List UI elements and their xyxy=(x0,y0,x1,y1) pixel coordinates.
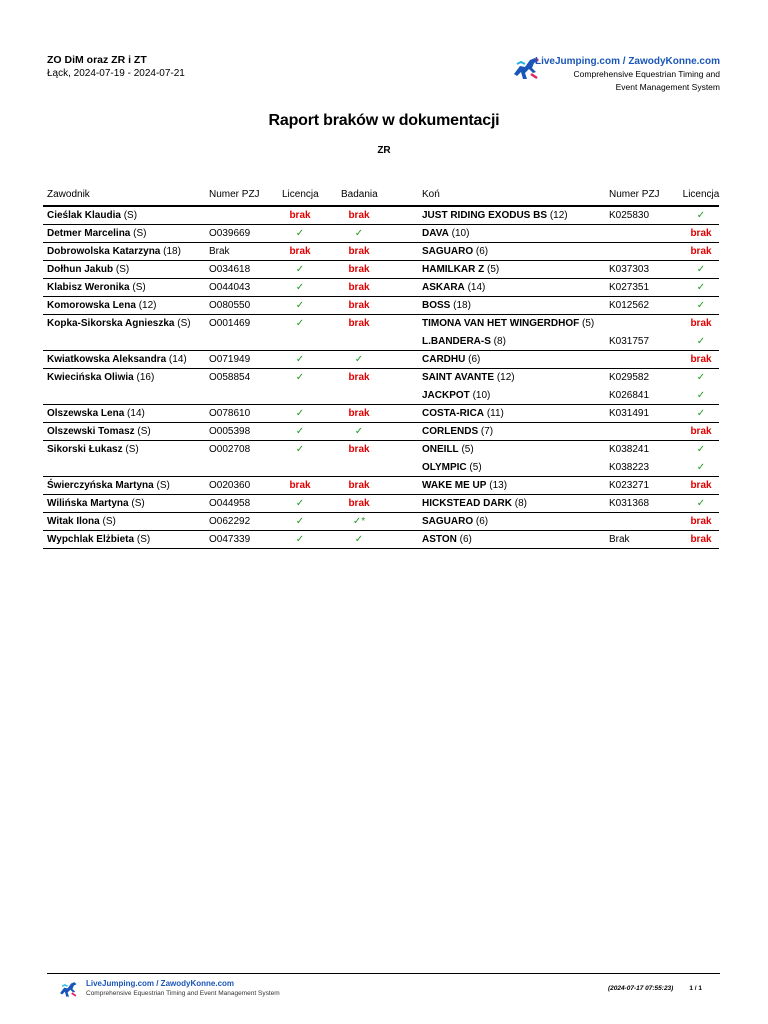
rider-pzj: O001469 xyxy=(209,318,251,329)
rider-category: (S) xyxy=(115,264,130,275)
horse-licence-status: ✓ xyxy=(696,300,706,311)
rider-pzj: O044043 xyxy=(209,282,251,293)
horse-cell xyxy=(422,462,482,473)
horse-cell xyxy=(422,444,474,455)
rider-licence-status: brak xyxy=(289,246,311,257)
horse-pzj: K031757 xyxy=(609,336,650,347)
rider-pzj: O044958 xyxy=(209,498,251,509)
rider-licence-status: ✓ xyxy=(295,444,305,455)
table-row xyxy=(43,531,719,549)
horse-pzj: K027351 xyxy=(609,282,650,293)
horse-age: (6) xyxy=(475,246,489,257)
table-header xyxy=(43,185,719,207)
footer-page-info xyxy=(608,985,702,992)
rider-cell xyxy=(47,408,145,419)
exams-status: brak xyxy=(348,444,370,455)
horse-pzj: K031491 xyxy=(609,408,650,419)
horse-cell xyxy=(422,210,568,221)
horse-age: (5) xyxy=(461,444,474,455)
horse-licence-status: ✓ xyxy=(696,390,706,401)
horse-pzj: K038223 xyxy=(609,462,650,473)
horse-cell xyxy=(422,426,493,437)
horse-pzj: K029582 xyxy=(609,372,650,383)
table-row xyxy=(43,333,719,351)
horse-cell xyxy=(422,336,506,347)
deficiency-table xyxy=(43,185,719,549)
footer-brand-link[interactable]: LiveJumping.com / ZawodyKonne.com xyxy=(86,979,235,988)
horse-name: HAMILKAR Z xyxy=(422,264,485,275)
rider-licence-status: ✓ xyxy=(295,354,305,365)
rider-name: Dobrowolska Katarzyna xyxy=(47,246,161,257)
horse-licence-status: brak xyxy=(690,426,712,437)
table-row xyxy=(43,207,719,225)
rider-name: Detmer Marcelina xyxy=(47,228,131,239)
rider-licence-status: ✓ xyxy=(295,372,305,383)
horse-name: OLYMPIC xyxy=(422,462,467,473)
rider-category: (S) xyxy=(137,426,151,437)
rider-name: Kwiecińska Oliwia xyxy=(47,372,134,383)
table-row xyxy=(43,387,719,405)
horse-pzj: K025830 xyxy=(609,210,650,221)
horse-age: (13) xyxy=(489,480,508,491)
horse-licence-status: brak xyxy=(690,246,712,257)
horse-cell xyxy=(422,354,480,365)
horse-age: (6) xyxy=(468,354,481,365)
rider-licence-status: ✓ xyxy=(295,318,305,329)
rider-category: (S) xyxy=(123,210,138,221)
horse-cell xyxy=(422,390,490,401)
exams-status: ✓ xyxy=(354,228,364,239)
exams-status: brak xyxy=(348,318,370,329)
rider-cell xyxy=(47,264,129,275)
horse-age: (14) xyxy=(467,282,486,293)
horse-cell xyxy=(422,372,515,383)
horse-cell xyxy=(422,498,527,509)
horse-name: TIMONA VAN HET WINGERDHOF xyxy=(422,318,580,329)
horse-age: (7) xyxy=(480,426,494,437)
horse-name: SAGUARO xyxy=(422,246,474,257)
table-row xyxy=(43,495,719,513)
exams-status: brak xyxy=(348,480,370,491)
table-row xyxy=(43,261,719,279)
table-body xyxy=(43,207,719,549)
horse-age: (11) xyxy=(486,408,504,419)
rider-category: (S) xyxy=(133,228,147,239)
horse-age: (12) xyxy=(496,372,515,383)
report-title: Raport braków w dokumentacji xyxy=(268,112,500,129)
horse-name: ASKARA xyxy=(422,282,465,293)
horse-age: (18) xyxy=(453,300,471,311)
horse-age: (5) xyxy=(469,462,482,473)
horse-licence-status: ✓ xyxy=(696,210,706,221)
horse-pzj: K038241 xyxy=(609,444,650,455)
rider-name: Olszewska Lena xyxy=(47,408,125,419)
col-exams: Badania xyxy=(341,189,378,200)
footer-timestamp: (2024-07-17 07:55:23) xyxy=(607,985,674,992)
col-horse-pzj: Numer PZJ xyxy=(609,189,660,200)
col-rider-pzj: Numer PZJ xyxy=(209,189,260,200)
rider-cell xyxy=(47,372,154,383)
rider-category: (S) xyxy=(136,534,151,545)
rider-category: (14) xyxy=(168,354,187,365)
rider-pzj: O002708 xyxy=(209,444,251,455)
horse-pzj: K012562 xyxy=(609,300,650,311)
horse-licence-status: ✓ xyxy=(696,444,706,455)
rider-licence-status: ✓ xyxy=(295,408,305,419)
exams-status: ✓ xyxy=(354,534,364,545)
table-row xyxy=(43,225,719,243)
rider-pzj: O058854 xyxy=(209,372,251,383)
rider-category: (18) xyxy=(163,246,181,257)
col-rider: Zawodnik xyxy=(47,189,90,200)
footer-divider xyxy=(47,973,720,974)
rider-name: Świerczyńska Martyna xyxy=(47,480,154,491)
horse-name: COSTA-RICA xyxy=(422,408,485,419)
rider-name: Witak Ilona xyxy=(47,516,100,527)
col-horse-licence: Licencja xyxy=(682,189,720,200)
exams-status: brak xyxy=(348,300,370,311)
rider-cell xyxy=(47,300,157,311)
rider-name: Kwiatkowska Aleksandra xyxy=(47,354,167,365)
rider-cell xyxy=(47,480,170,491)
rider-licence-status: ✓ xyxy=(295,426,305,437)
rider-category: (12) xyxy=(138,300,157,311)
rider-pzj: O047339 xyxy=(209,534,251,545)
footer-tagline: Comprehensive Equestrian Timing and Event Management System xyxy=(86,990,280,997)
horse-licence-status: brak xyxy=(690,534,712,545)
col-horse: Koń xyxy=(422,189,440,200)
exams-status: ✓* xyxy=(352,516,366,527)
horse-cell xyxy=(422,246,488,257)
rider-cell xyxy=(47,210,137,221)
horse-licence-status: brak xyxy=(690,480,712,491)
horse-pzj: K037303 xyxy=(609,264,650,275)
exams-status: brak xyxy=(348,282,370,293)
rider-pzj: O062292 xyxy=(209,516,251,527)
exams-status: brak xyxy=(348,264,370,275)
table-row xyxy=(43,351,719,369)
rider-category: (16) xyxy=(136,372,155,383)
horse-name: SAGUARO xyxy=(422,516,474,527)
event-title: ZO DiM oraz ZR i ZT xyxy=(47,54,147,66)
rider-category: (S) xyxy=(131,498,145,509)
horse-name: BOSS xyxy=(422,300,451,311)
horse-pzj: Brak xyxy=(609,534,630,545)
rider-pzj: O039669 xyxy=(209,228,251,239)
horse-name: CARDHU xyxy=(422,354,466,365)
horse-licence-status: brak xyxy=(690,228,712,239)
horse-licence-status: ✓ xyxy=(696,408,706,419)
table-row xyxy=(43,369,719,387)
rider-category: (S) xyxy=(102,516,116,527)
rider-licence-status: ✓ xyxy=(295,516,305,527)
horse-cell xyxy=(422,300,471,311)
horse-age: (5) xyxy=(582,318,595,329)
rider-name: Olszewski Tomasz xyxy=(47,426,135,437)
rider-licence-status: ✓ xyxy=(295,498,305,509)
rider-name: Kopka-Sikorska Agnieszka xyxy=(47,318,175,329)
col-rider-licence: Licencja xyxy=(282,189,319,200)
horse-age: (8) xyxy=(493,336,506,347)
rider-category: (S) xyxy=(132,282,146,293)
horse-licence-status: ✓ xyxy=(696,282,706,293)
rider-pzj: O071949 xyxy=(209,354,251,365)
table-row xyxy=(43,405,719,423)
horse-cell xyxy=(422,318,594,329)
report-header-right xyxy=(535,55,720,93)
rider-pzj: O078610 xyxy=(209,408,251,419)
rider-category: (14) xyxy=(127,408,145,419)
horse-licence-status: ✓ xyxy=(696,372,706,383)
brand-tagline-2: Event Management System xyxy=(615,81,720,92)
horse-age: (12) xyxy=(549,210,568,221)
exams-status: brak xyxy=(348,372,370,383)
horse-name: JACKPOT xyxy=(422,390,470,401)
brand-tagline-1: Comprehensive Equestrian Timing and xyxy=(573,69,720,79)
exams-status: brak xyxy=(348,246,370,257)
horse-name: WAKE ME UP xyxy=(422,480,487,491)
rider-pzj: O034618 xyxy=(209,264,251,275)
rider-category: (S) xyxy=(156,480,170,491)
rider-category: (S) xyxy=(125,444,139,455)
horse-name: ASTON xyxy=(422,534,457,545)
exams-status: brak xyxy=(348,498,370,509)
horse-name: HICKSTEAD DARK xyxy=(422,498,512,509)
table-row xyxy=(43,315,719,333)
rider-cell xyxy=(47,318,191,329)
event-dates: Łąck, 2024-07-19 - 2024-07-21 xyxy=(47,68,185,79)
brand-link[interactable]: LiveJumping.com / ZawodyKonne.com xyxy=(534,56,720,67)
rider-licence-status: ✓ xyxy=(295,228,305,239)
horse-cell xyxy=(422,282,485,293)
table-row xyxy=(43,279,719,297)
exams-status: brak xyxy=(348,210,370,221)
rider-pzj: Brak xyxy=(209,246,230,257)
rider-licence-status: ✓ xyxy=(295,300,305,311)
table-row xyxy=(43,423,719,441)
rider-cell xyxy=(47,534,150,545)
horse-age: (10) xyxy=(451,228,470,239)
rider-name: Wypchlak Elżbieta xyxy=(47,534,135,545)
horse-age: (6) xyxy=(459,534,472,545)
horse-name: ONEILL xyxy=(422,444,459,455)
table-row xyxy=(43,243,719,261)
horse-age: (5) xyxy=(487,264,500,275)
table-row xyxy=(43,441,719,459)
section-label: ZR xyxy=(377,145,391,156)
horse-cell xyxy=(422,264,499,275)
rider-pzj: O080550 xyxy=(209,300,251,311)
rider-name: Sikorski Łukasz xyxy=(47,444,123,455)
exams-status: ✓ xyxy=(354,354,364,365)
horse-pzj: K031368 xyxy=(609,498,650,509)
rider-name: Wilińska Martyna xyxy=(47,498,129,509)
table-row xyxy=(43,459,719,477)
horse-cell xyxy=(422,408,504,419)
rider-cell xyxy=(47,498,145,509)
rider-licence-status: ✓ xyxy=(295,264,305,275)
rider-pzj: O020360 xyxy=(209,480,251,491)
rider-name: Dołhun Jakub xyxy=(47,264,114,275)
rider-name: Cieślak Klaudia xyxy=(47,210,121,221)
rider-licence-status: brak xyxy=(289,480,311,491)
horse-licence-status: brak xyxy=(690,516,712,527)
rider-cell xyxy=(47,426,151,437)
horse-pzj: K023271 xyxy=(609,480,650,491)
report-header-left xyxy=(47,54,185,81)
rider-category: (S) xyxy=(177,318,191,329)
rider-name: Komorowska Lena xyxy=(47,300,136,311)
horse-cell xyxy=(422,516,488,527)
horse-licence-status: ✓ xyxy=(696,462,706,473)
rider-cell xyxy=(47,228,147,239)
rider-cell xyxy=(47,444,139,455)
footer-page-number: 1 / 1 xyxy=(689,985,702,992)
horse-age: (6) xyxy=(475,516,489,527)
horse-licence-status: brak xyxy=(690,318,712,329)
horse-name: JUST RIDING EXODUS BS xyxy=(422,210,548,221)
table-row xyxy=(43,477,719,495)
table-row xyxy=(43,513,719,531)
horse-name: CORLENDS xyxy=(422,426,479,437)
footer-brand xyxy=(86,979,280,998)
horse-cell xyxy=(422,534,472,545)
rider-licence-status: brak xyxy=(289,210,311,221)
horse-name: L.BANDERA-S xyxy=(422,336,491,347)
horse-age: (8) xyxy=(514,498,528,509)
horse-age: (10) xyxy=(472,390,491,401)
rider-cell xyxy=(47,246,181,257)
horse-licence-status: brak xyxy=(690,354,712,365)
exams-status: brak xyxy=(348,408,370,419)
horse-pzj: K026841 xyxy=(609,390,650,401)
exams-status: ✓ xyxy=(354,426,364,437)
table-row xyxy=(43,297,719,315)
horse-licence-status: ✓ xyxy=(696,498,706,509)
rider-cell xyxy=(47,354,187,365)
horse-cell xyxy=(422,228,469,239)
horse-name: SAINT AVANTE xyxy=(422,372,495,383)
rider-cell xyxy=(47,516,116,527)
rider-pzj: O005398 xyxy=(209,426,251,437)
rider-licence-status: ✓ xyxy=(295,282,305,293)
footer-logo-icon xyxy=(58,979,80,999)
horse-cell xyxy=(422,480,507,491)
rider-name: Klabisz Weronika xyxy=(47,282,130,293)
horse-licence-status: ✓ xyxy=(696,336,706,347)
horse-name: DAVA xyxy=(422,228,449,239)
rider-cell xyxy=(47,282,146,293)
rider-licence-status: ✓ xyxy=(295,534,305,545)
horse-licence-status: ✓ xyxy=(696,264,706,275)
